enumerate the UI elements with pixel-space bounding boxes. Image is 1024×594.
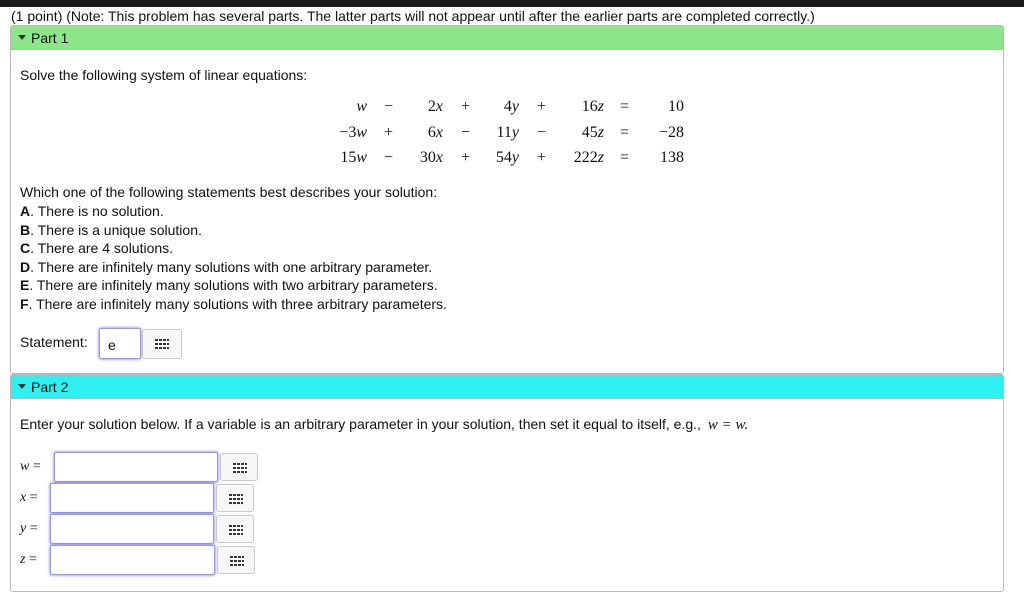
example-expression: w = w.	[707, 417, 749, 433]
option-letter: B	[20, 221, 31, 238]
equation-term: w	[356, 98, 367, 115]
equation-term: 54y	[495, 149, 519, 166]
w-matrix-button[interactable]	[220, 453, 258, 481]
matrix-grid-icon	[229, 494, 243, 504]
equation-term: =	[619, 149, 629, 166]
equation-term: 138	[660, 149, 684, 166]
question-text: Which one of the following statements best describes your solution:	[20, 184, 438, 200]
part-2-prompt-text: Enter your solution below. If a variable is an arbitrary parameter in your solution, then set it equal to itself, e.g.,	[20, 416, 701, 432]
w-label: w =	[20, 459, 41, 474]
part-1-header[interactable]	[11, 26, 1003, 50]
option-text: . There are infinitely many solutions with three arbitrary parameters.	[28, 296, 447, 312]
equation-term: −	[383, 98, 393, 115]
top-bar	[0, 0, 1024, 7]
y-matrix-button[interactable]	[216, 515, 254, 543]
z-label: z =	[20, 552, 37, 567]
equation-term: −	[460, 124, 470, 141]
option-text: . There is no solution.	[30, 203, 164, 219]
matrix-grid-icon	[229, 525, 243, 535]
matrix-grid-icon	[230, 556, 244, 566]
part-2-section	[10, 374, 1004, 592]
option-letter: A	[20, 203, 31, 219]
option-f	[20, 296, 447, 312]
part-1-prompt: Solve the following system of linear equations:	[20, 67, 308, 83]
equation-term: −3w	[339, 124, 367, 141]
option-c	[20, 240, 173, 256]
equation-term: +	[536, 149, 546, 166]
option-text: . There are infinitely many solutions with two arbitrary parameters.	[29, 277, 438, 294]
option-a	[20, 203, 164, 219]
equation-term: +	[536, 98, 546, 115]
z-input[interactable]	[50, 545, 215, 575]
equation-term: −	[383, 149, 393, 166]
option-d	[20, 259, 432, 275]
equation-term: 2x	[427, 98, 443, 115]
equation-term: −28	[658, 124, 684, 141]
problem-note: (1 point) (Note: This problem has several parts. The latter parts will not appear until after the earlier parts are completed correctly.)	[11, 8, 815, 24]
option-e	[20, 277, 438, 293]
statement-matrix-button[interactable]	[142, 329, 182, 359]
equation-term: 6x	[427, 124, 443, 141]
z-matrix-button[interactable]	[217, 546, 255, 574]
equation-term: 16z	[581, 98, 604, 115]
collapse-triangle-icon	[18, 384, 26, 389]
matrix-grid-icon	[155, 339, 169, 349]
y-input[interactable]	[50, 514, 214, 544]
equation-term: 11y	[496, 124, 519, 141]
part-1-section	[10, 25, 1004, 374]
equation-term: +	[383, 124, 393, 141]
option-letter: C	[20, 240, 31, 257]
statement-label: Statement:	[20, 334, 88, 350]
option-text: . There are infinitely many solutions with one arbitrary parameter.	[30, 258, 433, 275]
part-2-title: Part 2	[31, 379, 69, 395]
x-label: x =	[20, 490, 38, 505]
option-text: . There are 4 solutions.	[30, 240, 174, 257]
matrix-grid-icon	[233, 463, 247, 473]
equation-term: +	[460, 149, 470, 166]
equation-term: −	[536, 124, 546, 141]
option-letter: D	[20, 258, 31, 275]
part-1-title: Part 1	[31, 30, 69, 46]
option-b	[20, 222, 202, 238]
part-2-prompt	[20, 416, 748, 434]
collapse-triangle-icon	[18, 35, 26, 40]
equation-term: =	[619, 98, 629, 115]
part-2-header[interactable]	[11, 375, 1003, 399]
equation-term: 4y	[503, 98, 519, 115]
equation-term: 30x	[419, 149, 443, 166]
x-matrix-button[interactable]	[216, 484, 254, 512]
y-label: y =	[20, 521, 38, 536]
statement-input[interactable]	[99, 328, 141, 359]
w-input[interactable]	[54, 452, 218, 482]
equation-term: 10	[668, 98, 684, 115]
equation-term: 222z	[573, 149, 604, 166]
option-text: . There is a unique solution.	[30, 221, 202, 238]
x-input[interactable]	[50, 483, 214, 513]
equation-term: 45z	[581, 124, 604, 141]
equation-term: =	[619, 124, 629, 141]
equation-term: 15w	[340, 149, 367, 166]
option-letter: E	[20, 277, 30, 294]
equation-term: +	[460, 98, 470, 115]
statement-value: e	[108, 337, 116, 353]
option-letter: F	[20, 296, 29, 312]
